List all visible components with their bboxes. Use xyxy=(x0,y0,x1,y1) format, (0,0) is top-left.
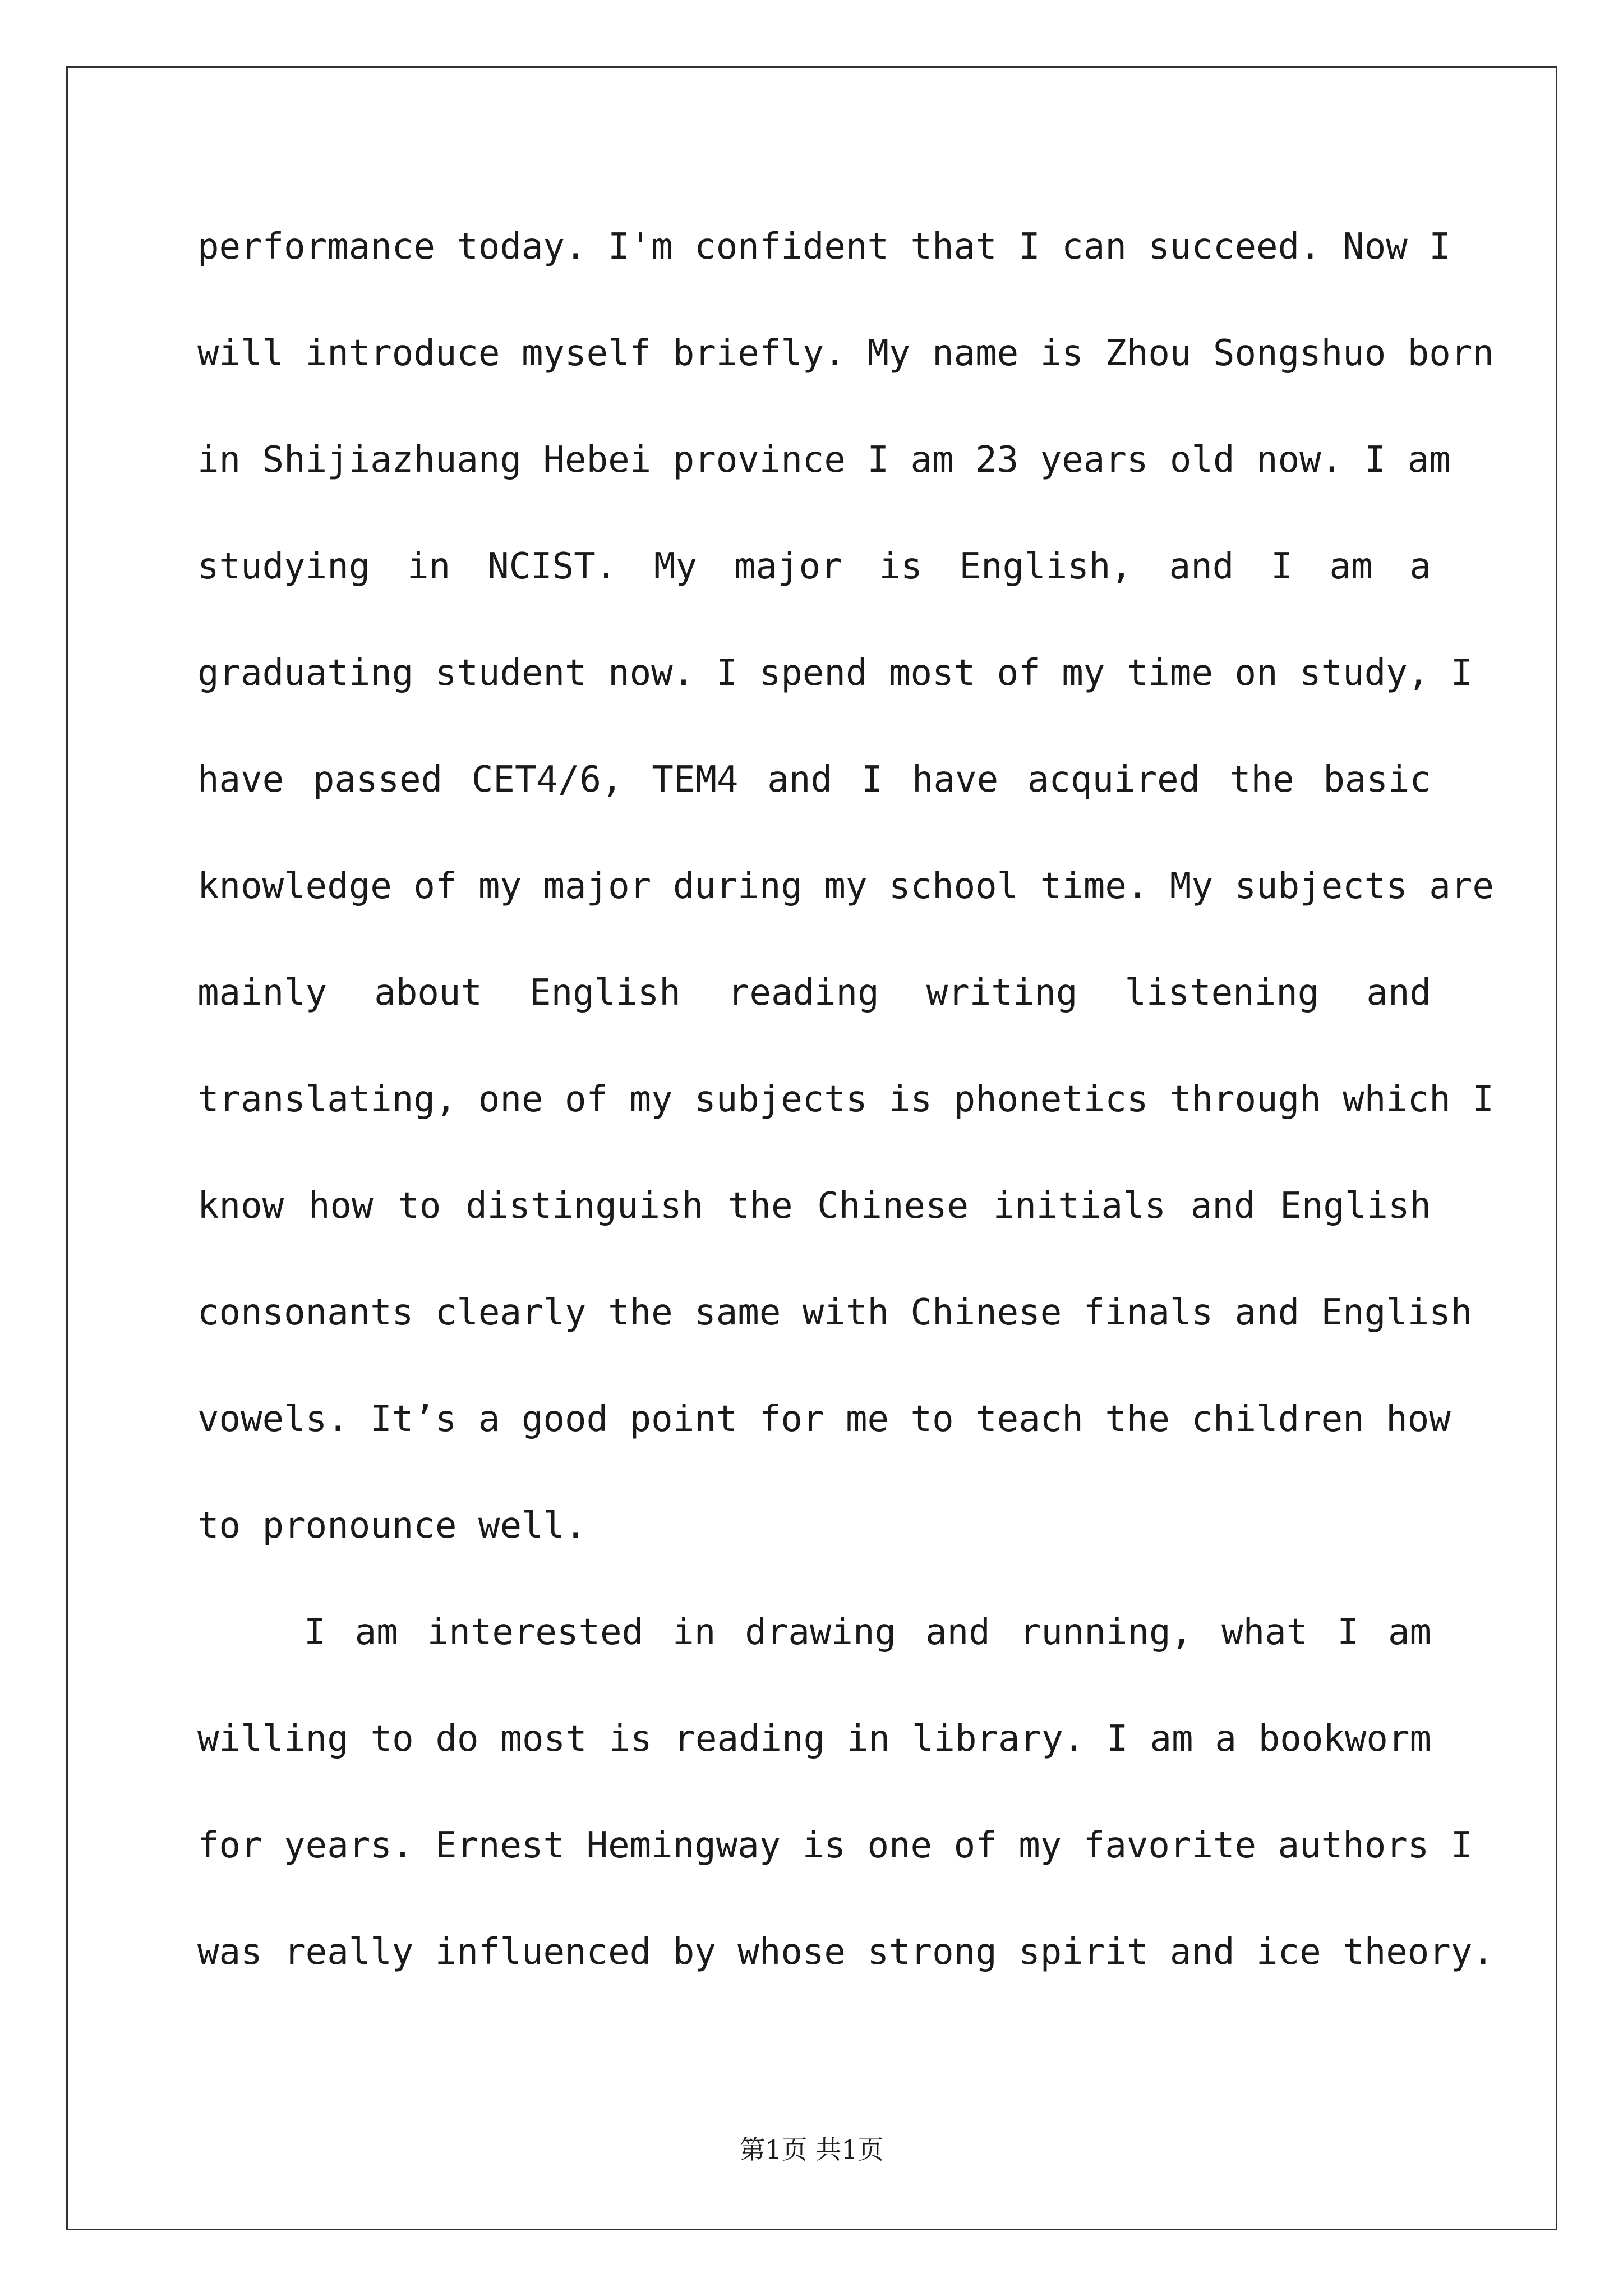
text-line: studying in NCIST. My major is English, and I am a xyxy=(197,546,1431,587)
text-line: knowledge of my major during my school time. My subjects are xyxy=(197,866,1494,907)
text-line: know how to distinguish the Chinese initials and English xyxy=(197,1185,1431,1227)
text-line: performance today. I'm confident that I can succeed. Now I xyxy=(197,226,1451,268)
text-line: vowels. It’s a good point for me to teach the children how xyxy=(197,1398,1451,1440)
page-number-footer: 第1页 共1页 xyxy=(739,2134,884,2165)
text-line: consonants clearly the same with Chinese finals and English xyxy=(197,1292,1473,1333)
text-line-paragraph-start: I am interested in drawing and running, what I am xyxy=(304,1612,1431,1653)
page-border xyxy=(66,66,1557,2230)
text-line-paragraph-end: to pronounce well. xyxy=(197,1505,587,1547)
text-line: was really influenced by whose strong spirit and ice theory. xyxy=(197,1931,1494,1973)
text-line: translating, one of my subjects is phonetics through which I xyxy=(197,1079,1494,1120)
text-line: graduating student now. I spend most of my time on study, I xyxy=(197,652,1473,694)
text-line: willing to do most is reading in library. I am a bookworm xyxy=(197,1718,1431,1760)
text-line: mainly about English reading writing listening and xyxy=(197,972,1431,1014)
text-line: will introduce myself briefly. My name is Zhou Songshuo born xyxy=(197,333,1494,374)
text-line: for years. Ernest Hemingway is one of my favorite authors I xyxy=(197,1825,1473,1866)
text-line: have passed CET4/6, TEM4 and I have acquired the basic xyxy=(197,759,1431,800)
text-line: in Shijiazhuang Hebei province I am 23 years old now. I am xyxy=(197,439,1451,481)
